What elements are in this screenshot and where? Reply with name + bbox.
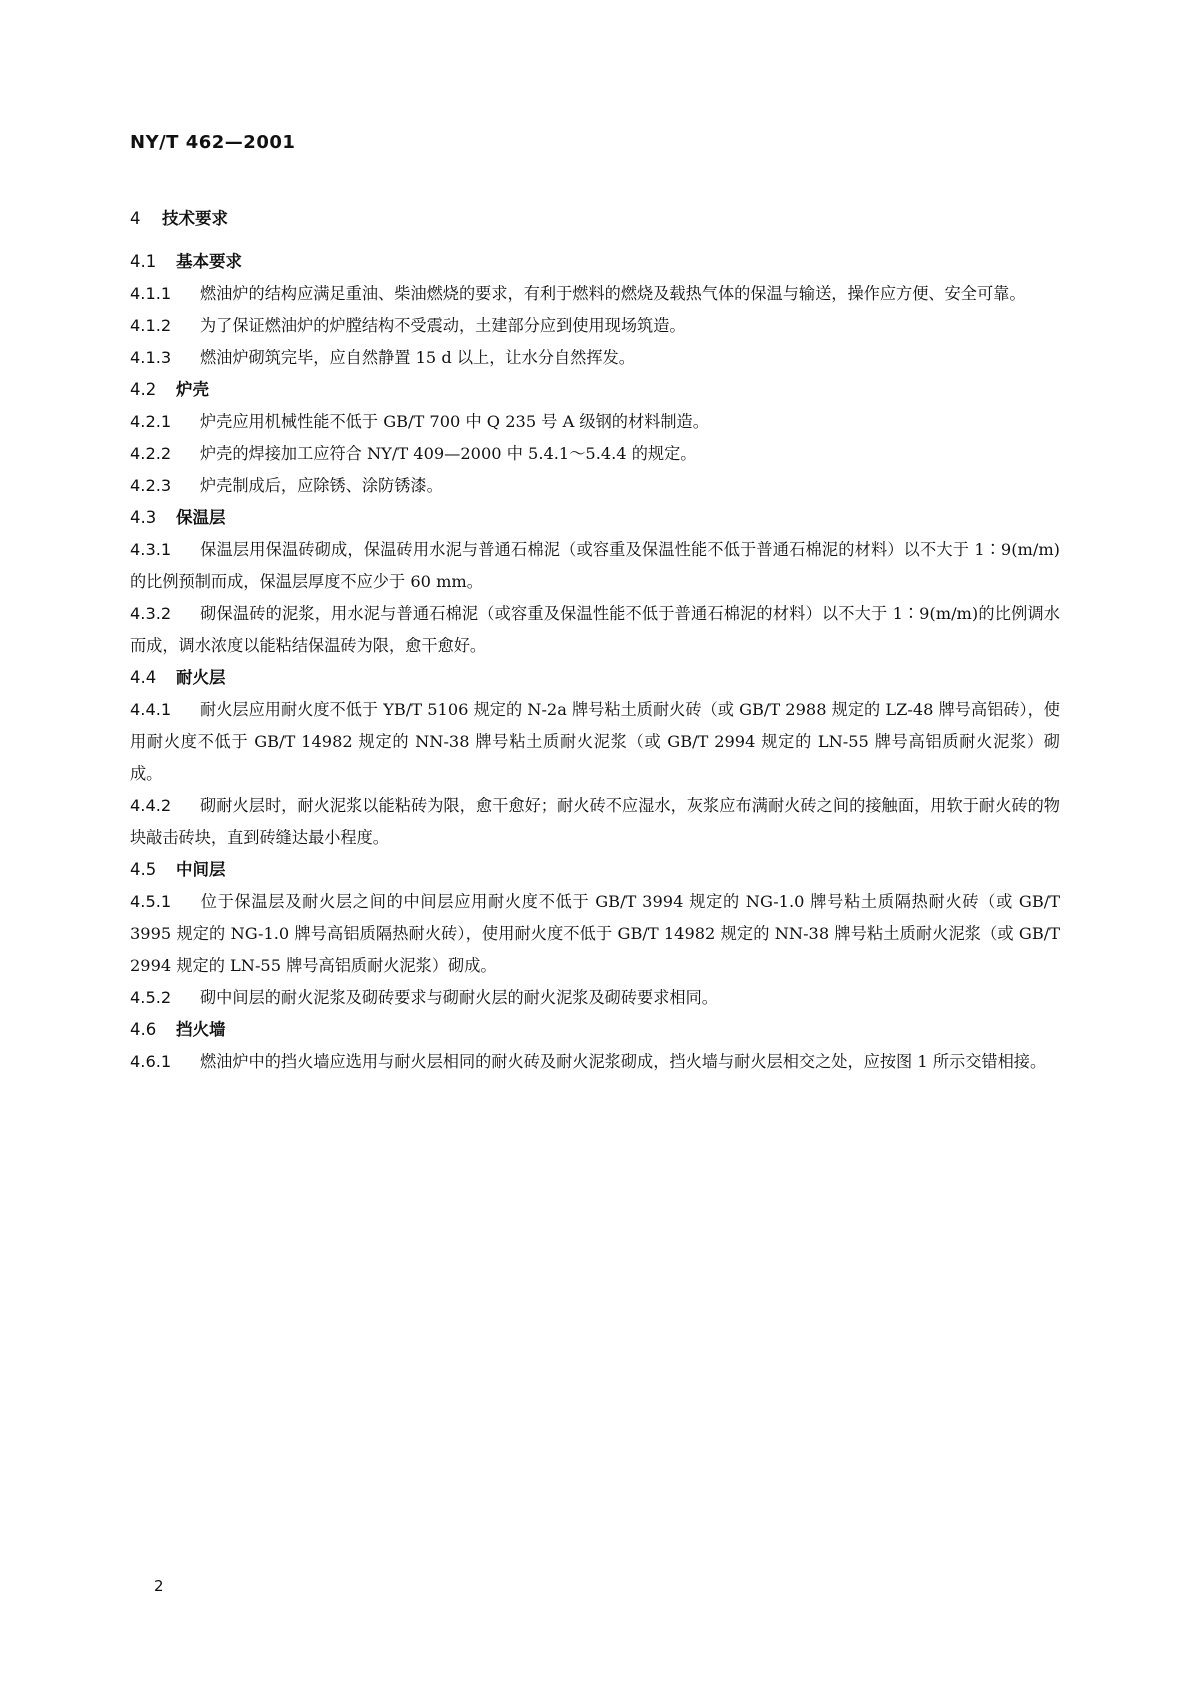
section-number: 4.4 [130,668,157,687]
section-heading-4-1 [130,246,1060,278]
clause-number: 4.2.3 [130,476,172,495]
section-number: 4.6 [130,1020,157,1039]
clause-text: 耐火层应用耐火度不低于 YB/T 5106 规定的 N-2a 牌号粘土质耐火砖（或 GB/T 2988 规定的 LZ-48 牌号高铝砖），使用耐火度不低于 GB/T 14982 规定的 NN-38 牌号粘土质耐火泥浆（或 GB/T 2994 规定的 LN-55 牌号高铝质耐火泥浆）砌成。 [130,700,1060,783]
clause-text: 砌耐火层时，耐火泥浆以能粘砖为限，愈干愈好；耐火砖不应湿水，灰浆应布满耐火砖之间的接触面，用软于耐火砖的物块敲击砖块，直到砖缝达最小程度。 [130,796,1060,847]
section-heading-4-3 [130,502,1060,534]
clause-4-1-2 [130,310,1060,342]
clause-4-1-3 [130,342,1060,374]
clause-number: 4.1.3 [130,348,172,367]
clause-number: 4.6.1 [130,1052,172,1071]
section-heading-4-2 [130,374,1060,406]
page-content [130,203,1060,1078]
clause-text: 燃油炉中的挡火墙应选用与耐火层相同的耐火砖及耐火泥浆砌成，挡火墙与耐火层相交之处，应按图 1 所示交错相接。 [200,1052,1047,1071]
section-title: 保温层 [176,508,226,527]
clause-4-3-2 [130,598,1060,662]
section-title: 基本要求 [176,252,242,271]
clause-4-2-3 [130,470,1060,502]
clause-4-4-1 [130,694,1060,790]
clause-4-5-2 [130,982,1060,1014]
clause-number: 4.1.2 [130,316,172,335]
section-number: 4.3 [130,508,157,527]
page-number: 2 [154,1577,164,1595]
clause-number: 4.3.2 [130,604,172,623]
clause-number: 4.4.2 [130,796,172,815]
chapter-number: 4 [130,209,141,228]
clause-4-3-1 [130,534,1060,598]
section-number: 4.1 [130,252,157,271]
clause-number: 4.5.1 [130,892,172,911]
clause-number: 4.4.1 [130,700,172,719]
clause-text: 砌中间层的耐火泥浆及砌砖要求与砌耐火层的耐火泥浆及砌砖要求相同。 [200,988,718,1007]
clause-text: 炉壳的焊接加工应符合 NY/T 409—2000 中 5.4.1～5.4.4 的规定。 [200,444,697,463]
section-title: 中间层 [176,860,226,879]
chapter-heading [130,203,1060,235]
section-title: 耐火层 [176,668,226,687]
clause-text: 位于保温层及耐火层之间的中间层应用耐火度不低于 GB/T 3994 规定的 NG-1.0 牌号粘土质隔热耐火砖（或 GB/T 3995 规定的 NG-1.0 牌号高铝质隔热耐火砖），使用耐火度不低于 GB/T 14982 规定的 NN-38 牌号粘土质耐火泥浆（或 GB/T 2994 规定的 LN-55 牌号高铝质耐火泥浆）砌成。 [130,892,1060,975]
clause-number: 4.1.1 [130,284,172,303]
section-title: 炉壳 [176,380,209,399]
clause-text: 为了保证燃油炉的炉膛结构不受震动，土建部分应到使用现场筑造。 [200,316,686,335]
clause-text: 燃油炉的结构应满足重油、柴油燃烧的要求，有利于燃料的燃烧及载热气体的保温与输送，操作应方便、安全可靠。 [200,284,1026,303]
clause-number: 4.2.2 [130,444,172,463]
section-number: 4.5 [130,860,157,879]
section-title: 挡火墙 [176,1020,226,1039]
clause-4-1-1 [130,278,1060,310]
clause-4-4-2 [130,790,1060,854]
chapter-title: 技术要求 [162,209,228,228]
section-heading-4-5 [130,854,1060,886]
clause-number: 4.5.2 [130,988,172,1007]
section-heading-4-4 [130,662,1060,694]
clause-4-6-1 [130,1046,1060,1078]
clause-text: 炉壳应用机械性能不低于 GB/T 700 中 Q 235 号 A 级钢的材料制造。 [200,412,709,431]
section-heading-4-6 [130,1014,1060,1046]
clause-4-5-1 [130,886,1060,982]
clause-4-2-2 [130,438,1060,470]
section-number: 4.2 [130,380,157,399]
clause-text: 保温层用保温砖砌成，保温砖用水泥与普通石棉泥（或容重及保温性能不低于普通石棉泥的材料）以不大于 1∶9(m/m)的比例预制而成，保温层厚度不应少于 60 mm。 [130,540,1060,591]
clause-4-2-1 [130,406,1060,438]
clause-number: 4.2.1 [130,412,172,431]
standard-code: NY/T 462—2001 [130,132,296,153]
clause-text: 燃油炉砌筑完毕，应自然静置 15 d 以上，让水分自然挥发。 [200,348,635,367]
clause-text: 炉壳制成后，应除锈、涂防锈漆。 [200,476,443,495]
clause-text: 砌保温砖的泥浆，用水泥与普通石棉泥（或容重及保温性能不低于普通石棉泥的材料）以不大于 1∶9(m/m)的比例调水而成，调水浓度以能粘结保温砖为限，愈干愈好。 [130,604,1060,655]
clause-number: 4.3.1 [130,540,172,559]
